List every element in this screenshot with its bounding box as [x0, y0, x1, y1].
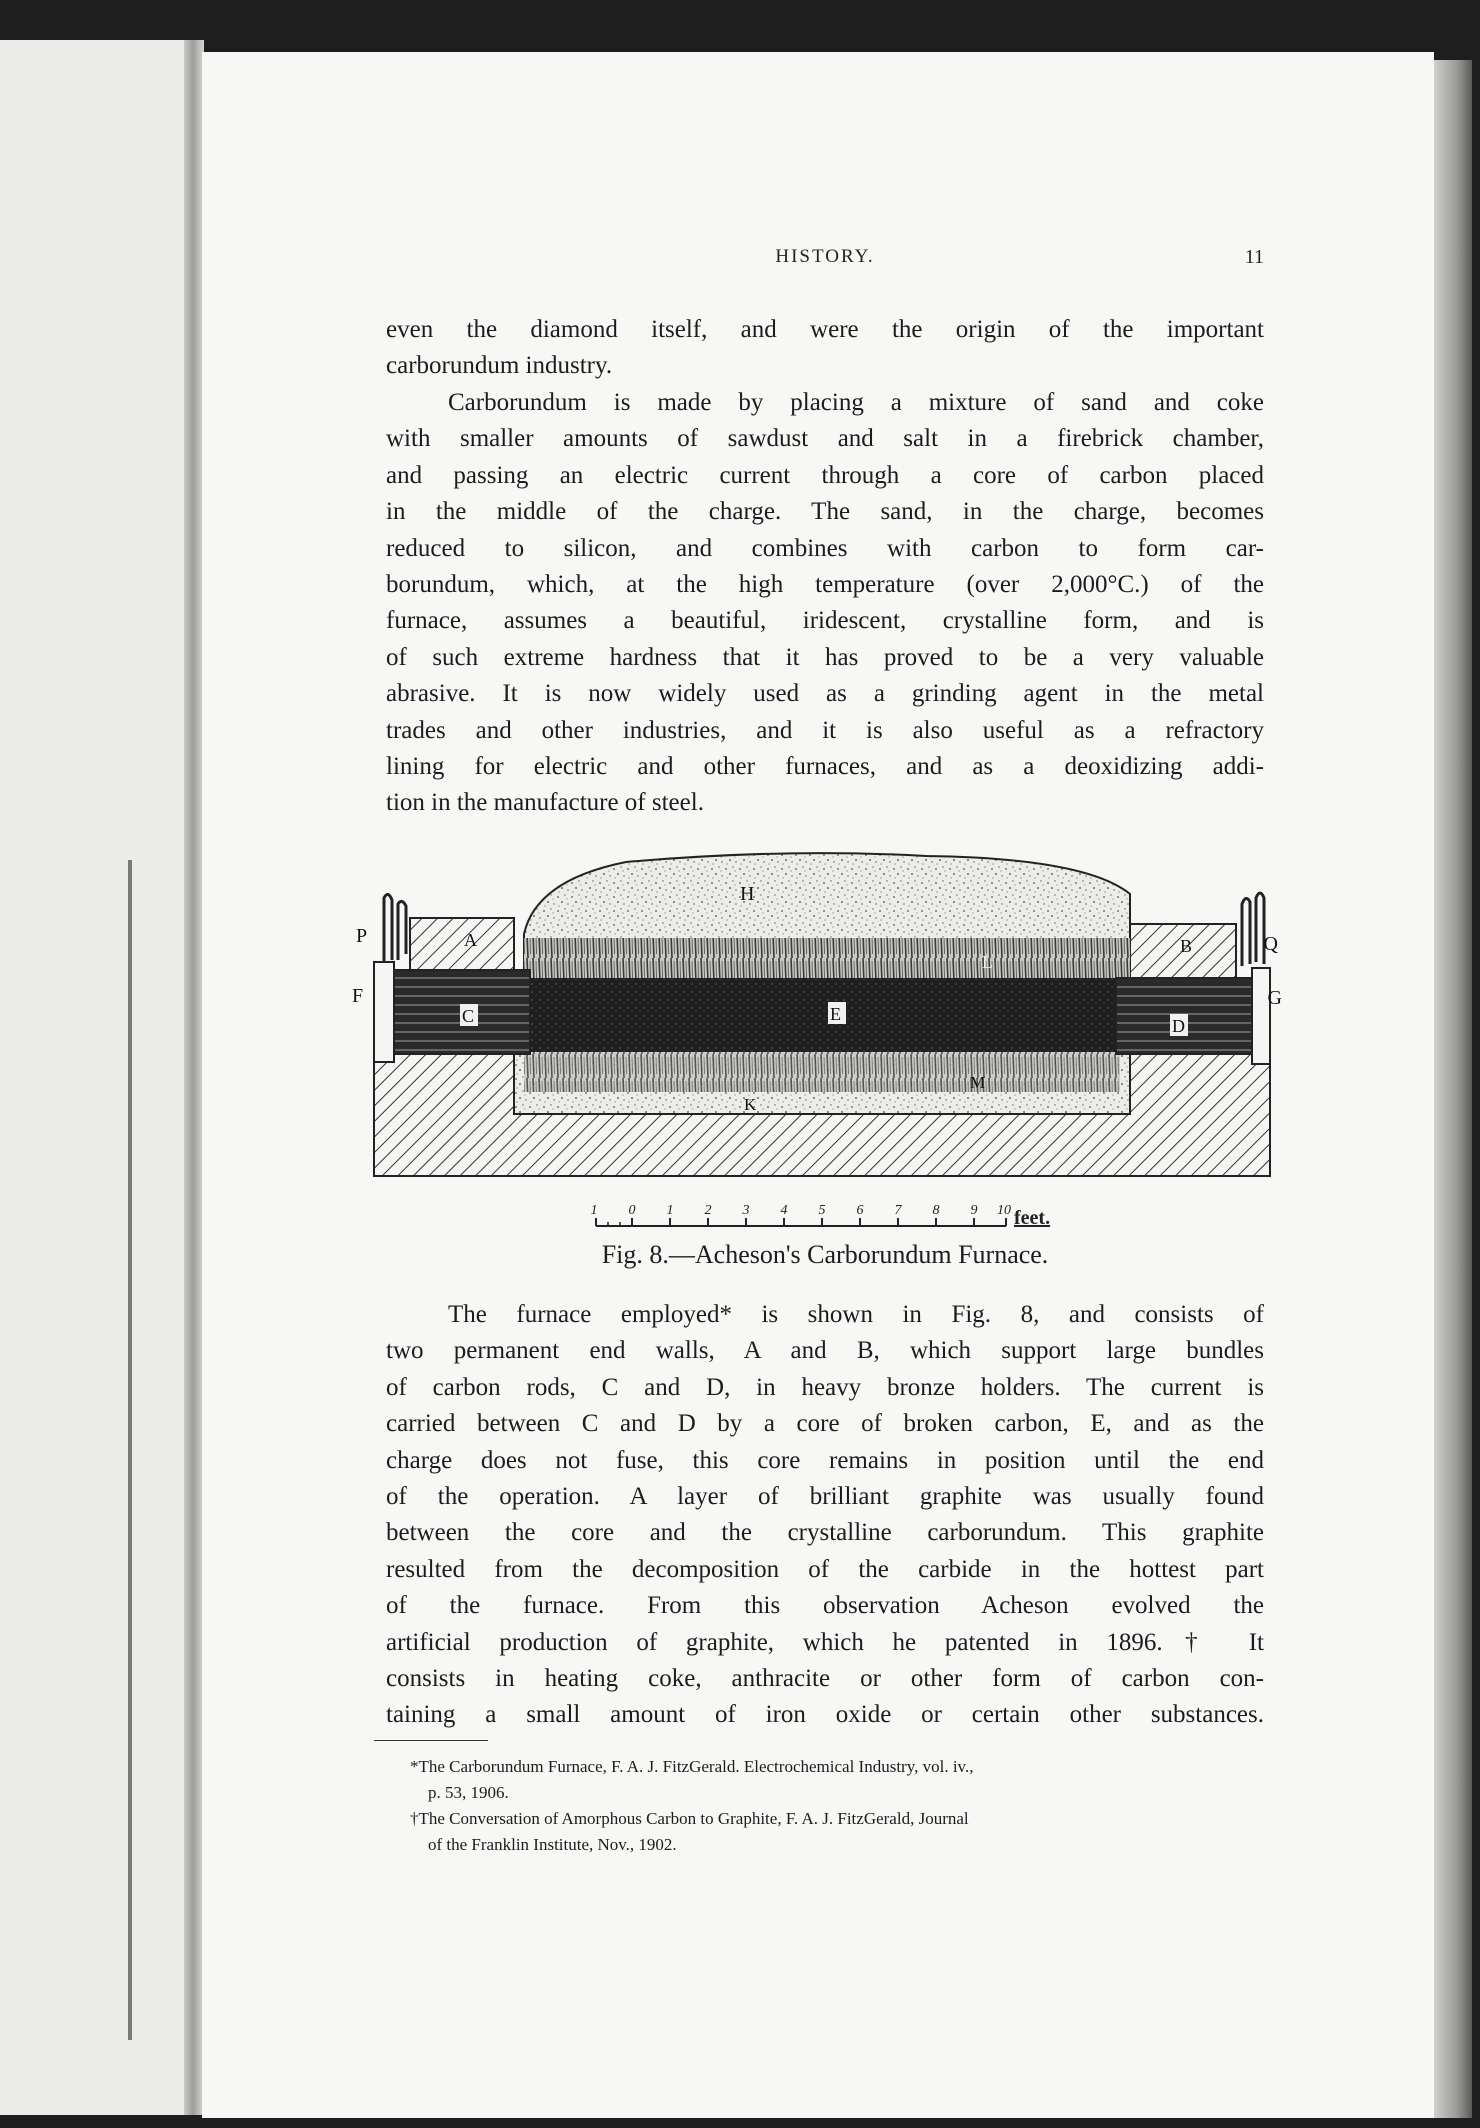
label-a: A [464, 930, 477, 950]
page-number: 11 [1244, 246, 1264, 268]
text-line: consists in heating coke, anthracite or other form of carbon con- [386, 1664, 1264, 1692]
scale-label: 7 [894, 1203, 902, 1218]
facing-page-edge [128, 860, 132, 2040]
text-line: in the middle of the charge. The sand, in the charge, becomes [386, 498, 1264, 526]
crystal-zone-lower [524, 1052, 1120, 1092]
text-line: carried between C and D by a core of broken carbon, E, and as the [386, 1410, 1264, 1438]
text-line: even the diamond itself, and were the origin of the important [386, 316, 1264, 343]
holder-g [1252, 968, 1270, 1064]
text-line: of carbon rods, C and D, in heavy bronze holders. The current is [386, 1373, 1264, 1401]
page-stack-edge [1434, 60, 1472, 2118]
paragraph-carborundum [386, 385, 1264, 822]
scale-unit: feet. [1014, 1207, 1051, 1229]
footnotes [410, 1754, 1256, 1858]
text-line: with smaller amounts of sawdust and salt in a firebrick chamber, [386, 425, 1264, 453]
label-m: M [970, 1073, 986, 1092]
text-line: taining a small amount of iron oxide or certain other substances. [386, 1701, 1264, 1729]
label-p: P [356, 925, 368, 947]
text-line: charge does not fuse, this core remains in position until the end [386, 1446, 1264, 1474]
footnote-line: *The Carborundum Furnace, F. A. J. FitzGerald. Electrochemical Industry, vol. iv., [410, 1757, 974, 1776]
text-line: borundum, which, at the high temperature (over 2,000°C.) of the [386, 570, 1264, 598]
book-gutter [184, 40, 204, 2115]
terminal-p [384, 894, 392, 962]
scale-label: 8 [932, 1203, 940, 1218]
footnote-rule [374, 1740, 488, 1741]
label-g: G [1267, 987, 1282, 1009]
scale-bar [586, 1196, 1086, 1234]
scale-label: 2 [704, 1203, 712, 1218]
carbon-core [514, 978, 1130, 1052]
text-line: and passing an electric current through a core of carbon placed [386, 461, 1264, 489]
label-e: E [830, 1004, 841, 1024]
text-line: The furnace employed* is shown in Fig. 8, and consists of [448, 1301, 1264, 1328]
text-line: reduced to silicon, and combines with carbon to form car- [386, 534, 1264, 562]
footnote-line: †The Conversation of Amorphous Carbon to Graphite, F. A. J. FitzGerald, Journal [410, 1809, 969, 1828]
label-f: F [352, 985, 364, 1007]
scale-label: 1 [666, 1203, 674, 1218]
scale-label: 5 [818, 1203, 826, 1218]
holder-f [374, 962, 394, 1062]
text-line: artificial production of graphite, which he patented in 1896.† It [386, 1628, 1264, 1656]
scale-label: 9 [970, 1203, 978, 1218]
text-line: Carborundum is made by placing a mixture of sand and coke [448, 389, 1264, 416]
scale-label: 4 [780, 1203, 788, 1218]
text-line: abrasive. It is now widely used as a grinding agent in the metal [386, 680, 1264, 708]
text-line: of the furnace. From this observation Acheson evolved the [386, 1592, 1264, 1620]
scale-label: 3 [742, 1203, 750, 1218]
scale-label: 0 [628, 1203, 636, 1218]
label-h: H [740, 883, 755, 905]
scale-label: 6 [856, 1203, 864, 1218]
terminal-q [1242, 898, 1250, 966]
text-line: two permanent end walls, A and B, which support large bundles [386, 1337, 1264, 1365]
label-k: K [744, 1095, 757, 1114]
figure-caption: Fig. 8.—Acheson's Carborundum Furnace. [601, 1240, 1049, 1269]
label-q: Q [1263, 933, 1278, 955]
footnote-line: of the Franklin Institute, Nov., 1902. [428, 1835, 677, 1854]
label-d: D [1172, 1016, 1185, 1036]
label-b: B [1180, 936, 1193, 956]
scale-bar-graphic [586, 1196, 1086, 1234]
facing-page [0, 40, 196, 2115]
text-line: trades and other industries, and it is also useful as a refractory [386, 716, 1264, 744]
running-head [386, 246, 1264, 276]
furnace-diagram [346, 838, 1282, 1192]
text-line: of such extreme hardness that it has proved to be a very valuable [386, 643, 1264, 671]
paragraph-furnace [386, 1297, 1264, 1734]
running-title: HISTORY. [775, 246, 875, 267]
label-c: C [462, 1006, 475, 1026]
furnace-figure [346, 838, 1282, 1192]
paragraph-continued [386, 312, 1264, 385]
terminal-p-2 [398, 901, 406, 960]
text-line: furnace, assumes a beautiful, iridescent, crystalline form, and is [386, 607, 1264, 635]
text-line: of the operation. A layer of brilliant graphite was usually found [386, 1482, 1264, 1510]
scale-label: 10 [997, 1203, 1011, 1218]
text-line: lining for electric and other furnaces, and as a deoxidizing addi- [386, 752, 1264, 780]
footnote-line: p. 53, 1906. [428, 1783, 509, 1802]
text-line: between the core and the crystalline carborundum. This graphite [386, 1519, 1264, 1547]
text-line: tion in the manufacture of steel. [386, 789, 704, 817]
label-l: L [982, 952, 993, 972]
scale-label: 1 [590, 1203, 598, 1218]
text-line: resulted from the decomposition of the carbide in the hottest part [386, 1555, 1264, 1583]
text-line: carborundum industry. [386, 352, 613, 380]
